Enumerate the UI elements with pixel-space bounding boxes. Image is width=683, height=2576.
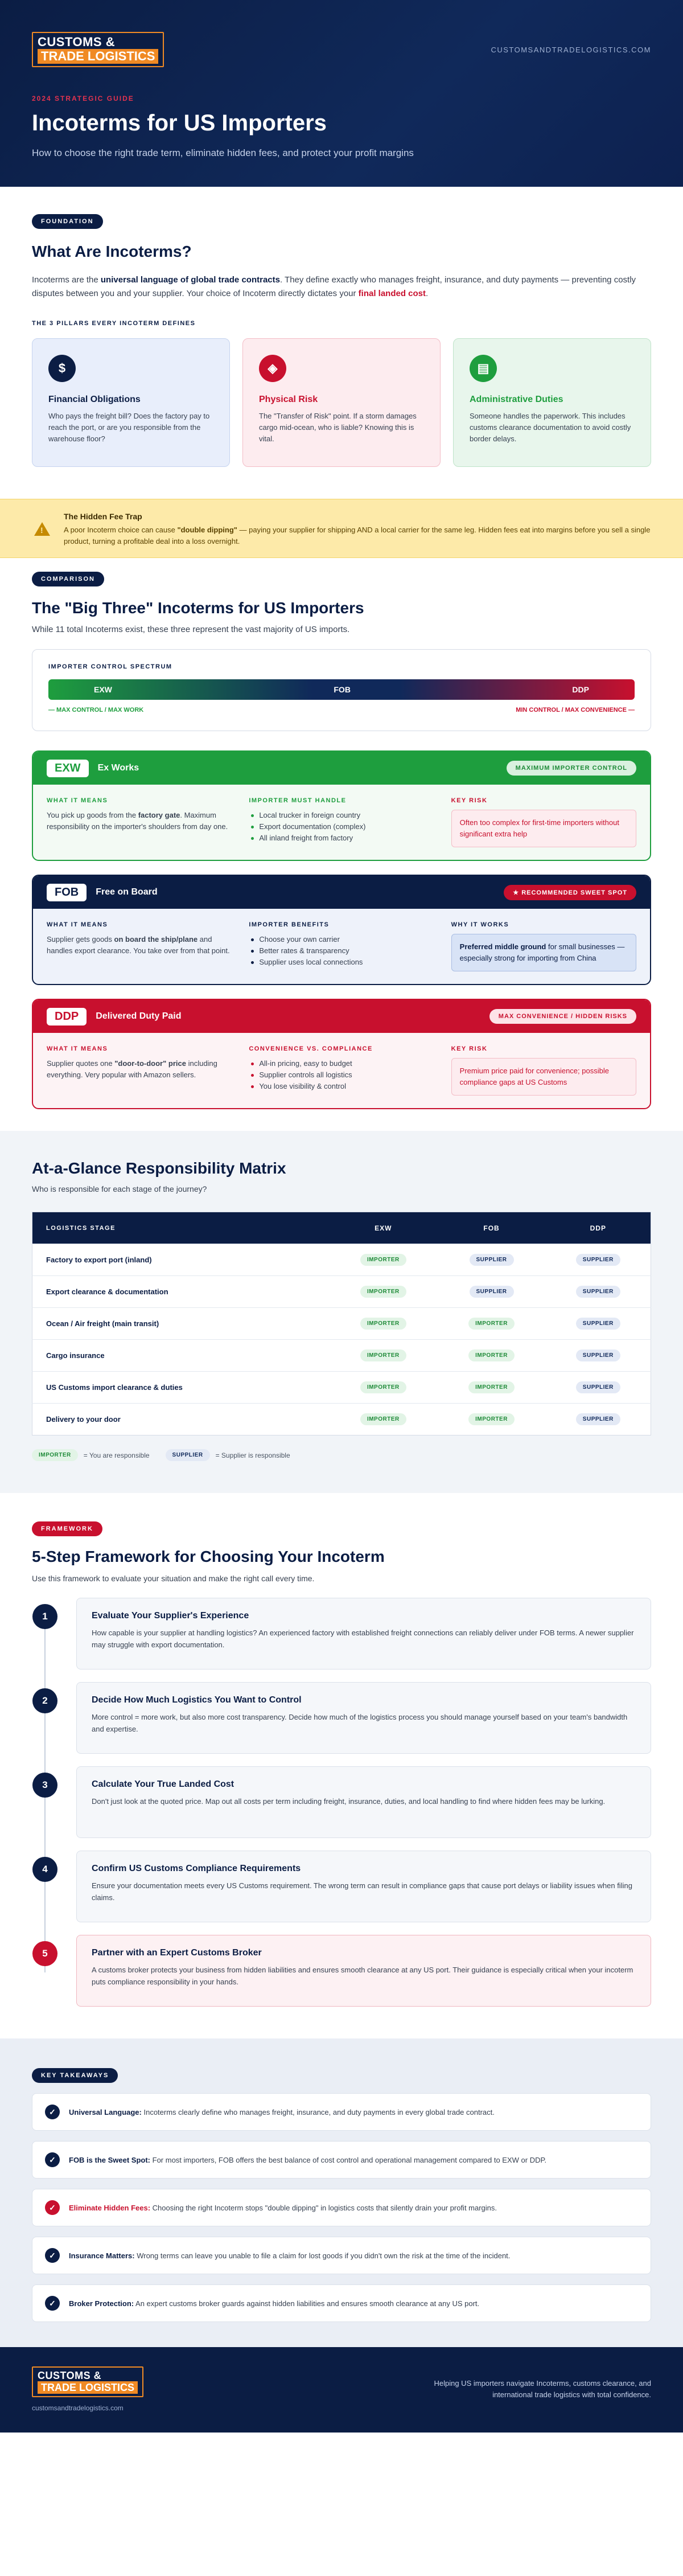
responsibility-cell — [437, 1244, 545, 1276]
responsibility-table — [32, 1212, 651, 1435]
term-list — [249, 1058, 434, 1092]
responsibility-cell — [329, 1340, 437, 1372]
step-text: More control = more work, but also more cost transparency. Decide how much of the logistics process you should manage yourself based on your team's bandwidth and expertise. — [92, 1713, 628, 1733]
term-pill: ★ RECOMMENDED SWEET SPOT — [504, 885, 636, 900]
responsibility-cell — [546, 1276, 651, 1308]
pillar-title: Financial Obligations — [48, 395, 141, 404]
document-icon: ▤ — [470, 355, 497, 382]
responsibility-tag: SUPPLIER — [576, 1381, 620, 1393]
col-text: Supplier quotes one "door-to-door" price including everything. Very popular with Amazon sellers. — [47, 1059, 217, 1079]
responsibility-tag: IMPORTER — [468, 1381, 515, 1393]
column-header: DDP — [546, 1212, 651, 1244]
term-header — [33, 1000, 650, 1033]
pillar-text: The "Transfer of Risk" point. If a storm damages cargo mid-ocean, who is liable? Knowing this is vital. — [259, 412, 417, 443]
term-name: Delivered Duty Paid — [96, 1011, 182, 1021]
responsibility-cell — [437, 1340, 545, 1372]
responsibility-cell — [329, 1372, 437, 1404]
spectrum-label: IMPORTER CONTROL SPECTRUM — [48, 663, 172, 670]
steps-list — [32, 1598, 651, 2007]
check-icon: ✓ — [45, 2296, 60, 2311]
step-number: 2 — [32, 1688, 57, 1713]
stage-cell: Export clearance & documentation — [32, 1276, 330, 1308]
col-title: WHAT IT MEANS — [47, 797, 108, 804]
legend-supplier-text: = Supplier is responsible — [215, 1451, 290, 1459]
why-box: Preferred middle ground for small businesses — especially strong for importing from China — [451, 934, 636, 971]
takeaway-item: ✓ Broker Protection: An expert customs broker guards against hidden liabilities and ensures smooth clearance at any US port. — [32, 2284, 651, 2322]
logo-line-2: TRADE LOGISTICS — [38, 2381, 138, 2394]
page-title: Incoterms for US Importers — [32, 110, 327, 136]
hidden-fee-callout — [0, 499, 683, 558]
column-header: EXW — [329, 1212, 437, 1244]
responsibility-tag: IMPORTER — [468, 1349, 515, 1361]
table-row — [32, 1340, 651, 1372]
term-card-ddp — [32, 999, 651, 1109]
col-title: CONVENIENCE VS. COMPLIANCE — [249, 1045, 373, 1052]
footer-logo[interactable] — [32, 2366, 143, 2397]
legend-importer-text: = You are responsible — [83, 1451, 150, 1459]
table-row — [32, 1404, 651, 1435]
responsibility-cell — [546, 1308, 651, 1340]
comparison-badge: COMPARISON — [32, 572, 104, 586]
foundation-section — [0, 187, 683, 558]
term-pill: MAXIMUM IMPORTER CONTROL — [507, 761, 636, 776]
step-number: 4 — [32, 1857, 57, 1882]
step-2 — [42, 1682, 651, 1754]
risk-box: Often too complex for first-time importers without significant extra help — [451, 810, 636, 847]
takeaway-item: ✓ FOB is the Sweet Spot: For most importers, FOB offers the best balance of cost control and operational management compared to EXW or DDP. — [32, 2141, 651, 2179]
responsibility-cell — [546, 1244, 651, 1276]
responsibility-tag: IMPORTER — [360, 1381, 406, 1393]
framework-badge: FRAMEWORK — [32, 1521, 102, 1536]
responsibility-cell — [437, 1308, 545, 1340]
col-title: KEY RISK — [451, 1045, 488, 1052]
step-text: Ensure your documentation meets every US Customs requirement. The wrong term can result in compliance gaps that cause port delays or liability issues when filing claims. — [92, 1881, 632, 1902]
takeaway-item: ✓ Insurance Matters: Wrong terms can leave you unable to file a claim for lost goods if you didn't own the risk at the time of the incident. — [32, 2237, 651, 2274]
step-1 — [42, 1598, 651, 1670]
foundation-lead: Incoterms are the universal language of global trade contracts. They define exactly who manages freight, insurance, and duty payments — preventing costly disputes between you and your supplier. Your choice of Incoterm directly dictates your final landed cost. — [32, 275, 636, 298]
responsibility-cell — [329, 1244, 437, 1276]
step-3 — [42, 1766, 651, 1838]
step-title: Confirm US Customs Compliance Requirements — [92, 1864, 301, 1873]
dollar-icon: $ — [48, 355, 76, 382]
col-title: WHAT IT MEANS — [47, 921, 108, 928]
logo-line-1: CUSTOMS & — [38, 35, 116, 49]
responsibility-tag: SUPPLIER — [576, 1286, 620, 1298]
matrix-title: At-a-Glance Responsibility Matrix — [32, 1159, 286, 1177]
list-item: Local trucker in foreign country — [249, 810, 434, 821]
callout-text: A poor Incoterm choice can cause "double dipping" — paying your supplier for shipping AND a local carrier for the same leg. Hidden fees eat into margins before you sell a single product, turning a profitable deal into a loss overnight. — [64, 526, 651, 545]
col-title: KEY RISK — [451, 797, 488, 804]
stage-cell: Factory to export port (inland) — [32, 1244, 330, 1276]
responsibility-cell — [546, 1404, 651, 1435]
spectrum-right: MIN CONTROL / MAX CONVENIENCE — — [516, 707, 635, 713]
step-number: 5 — [32, 1941, 57, 1966]
step-text: A customs broker protects your business from hidden liabilities and ensures smooth clearance at any US port. Their guidance is especially critical when your incoterm puts compliance responsibility in your hands. — [92, 1966, 633, 1986]
responsibility-cell — [329, 1404, 437, 1435]
framework-title: 5-Step Framework for Choosing Your Incoterm — [32, 1548, 385, 1565]
shield-icon: ◈ — [259, 355, 286, 382]
comparison-lead: While 11 total Incoterms exist, these three represent the vast majority of US imports. — [32, 625, 350, 634]
term-card-fob — [32, 875, 651, 985]
responsibility-tag: SUPPLIER — [576, 1254, 620, 1266]
list-item: Choose your own carrier — [249, 934, 434, 945]
responsibility-cell — [546, 1372, 651, 1404]
responsibility-cell — [437, 1372, 545, 1404]
col-title: WHAT IT MEANS — [47, 1045, 108, 1052]
term-code: DDP — [47, 1008, 87, 1026]
framework-section — [0, 1493, 683, 2038]
responsibility-cell — [329, 1276, 437, 1308]
takeaway-item: ✓ Universal Language: Incoterms clearly define who manages freight, insurance, and duty payments in every global trade contract. — [32, 2093, 651, 2131]
step-title: Decide How Much Logistics You Want to Control — [92, 1695, 302, 1705]
responsibility-cell — [546, 1340, 651, 1372]
responsibility-cell — [437, 1276, 545, 1308]
term-list — [249, 810, 434, 844]
term-pill: MAX CONVENIENCE / HIDDEN RISKS — [489, 1009, 636, 1024]
pillar-title: Physical Risk — [259, 395, 318, 404]
page-footer — [0, 2347, 683, 2433]
term-header — [33, 876, 650, 909]
check-icon: ✓ — [45, 2152, 60, 2167]
responsibility-tag: SUPPLIER — [470, 1254, 514, 1266]
responsibility-tag: IMPORTER — [468, 1413, 515, 1425]
term-list — [249, 934, 434, 968]
pillar-financial — [32, 338, 230, 467]
column-header: FOB — [437, 1212, 545, 1244]
table-row — [32, 1244, 651, 1276]
matrix-lead: Who is responsible for each stage of the journey? — [32, 1184, 207, 1193]
spectrum-fob: FOB — [334, 685, 351, 694]
step-4 — [42, 1851, 651, 1922]
list-item: You lose visibility & control — [249, 1081, 434, 1092]
term-header — [33, 752, 650, 785]
term-card-exw — [32, 750, 651, 861]
responsibility-tag: SUPPLIER — [470, 1286, 514, 1298]
step-title: Partner with an Expert Customs Broker — [92, 1948, 262, 1958]
responsibility-tag: IMPORTER — [360, 1349, 406, 1361]
responsibility-tag: SUPPLIER — [576, 1318, 620, 1330]
check-icon: ✓ — [45, 2200, 60, 2215]
legend-supplier-tag: SUPPLIER — [166, 1449, 210, 1461]
step-number: 3 — [32, 1773, 57, 1798]
pillar-text: Who pays the freight bill? Does the factory pay to reach the port, or are you responsible from the warehouse floor? — [48, 412, 210, 443]
col-title: IMPORTER MUST HANDLE — [249, 797, 347, 804]
page-subtitle: How to choose the right trade term, eliminate hidden fees, and protect your profit margins — [32, 147, 414, 158]
stage-cell: Delivery to your door — [32, 1404, 330, 1435]
column-header: LOGISTICS STAGE — [32, 1212, 330, 1244]
spectrum-left: — MAX CONTROL / MAX WORK — [48, 707, 144, 713]
responsibility-tag: IMPORTER — [360, 1413, 406, 1425]
stage-cell: Ocean / Air freight (main transit) — [32, 1308, 330, 1340]
spectrum-ddp: DDP — [572, 685, 589, 694]
takeaway-item: ✓ Eliminate Hidden Fees: Choosing the right Incoterm stops "double dipping" in logistics costs that silently drain your profit margins. — [32, 2189, 651, 2226]
step-title: Evaluate Your Supplier's Experience — [92, 1611, 249, 1621]
term-name: Ex Works — [97, 763, 139, 773]
table-row — [32, 1372, 651, 1404]
table-row — [32, 1308, 651, 1340]
footer-tagline: Helping US importers navigate Incoterms, customs clearance, and international trade logistics with total confidence. — [434, 2379, 651, 2399]
spectrum-bar — [48, 679, 635, 700]
hero-header — [0, 0, 683, 187]
responsibility-tag: IMPORTER — [360, 1318, 406, 1330]
comparison-title: The "Big Three" Incoterms for US Importers — [32, 599, 364, 617]
responsibility-tag: IMPORTER — [360, 1286, 406, 1298]
warning-icon — [34, 522, 50, 536]
pillar-risk — [242, 338, 441, 467]
term-code: FOB — [47, 884, 87, 901]
step-text: How capable is your supplier at handling logistics? An experienced factory with established freight connections can reliably deliver under FOB terms. A newer supplier may struggle with export documentation. — [92, 1629, 634, 1649]
risk-box: Premium price paid for convenience; possible compliance gaps at US Customs — [451, 1058, 636, 1096]
stage-cell: US Customs import clearance & duties — [32, 1372, 330, 1404]
responsibility-tag: IMPORTER — [468, 1318, 515, 1330]
list-item: All inland freight from factory — [249, 832, 434, 844]
eyebrow: 2024 STRATEGIC GUIDE — [32, 95, 134, 102]
logo-line-2: TRADE LOGISTICS — [38, 49, 158, 64]
responsibility-tag: SUPPLIER — [576, 1349, 620, 1361]
list-item: Supplier uses local connections — [249, 957, 434, 968]
list-item: All-in pricing, easy to budget — [249, 1058, 434, 1069]
footer-site-url[interactable]: customsandtradelogistics.com — [32, 2404, 124, 2412]
control-spectrum — [32, 649, 651, 731]
takeaways-badge: KEY TAKEAWAYS — [32, 2068, 118, 2083]
logo-line-1: CUSTOMS & — [38, 2370, 102, 2381]
step-text: Don't just look at the quoted price. Map out all costs per term including freight, insurance, duties, and local handling to find where hidden fees may be lurking. — [92, 1797, 606, 1806]
foundation-badge: FOUNDATION — [32, 214, 103, 229]
matrix-legend — [32, 1449, 651, 1461]
foundation-title: What Are Incoterms? — [32, 243, 192, 260]
takeaways-list — [32, 2093, 651, 2322]
matrix-section — [0, 1131, 683, 1493]
term-name: Free on Board — [96, 887, 158, 897]
col-text: You pick up goods from the factory gate. Maximum responsibility on the importer's shoulders from day one. — [47, 811, 228, 831]
pillar-admin — [453, 338, 651, 467]
step-number: 1 — [32, 1604, 57, 1629]
legend-importer-tag: IMPORTER — [32, 1449, 78, 1461]
col-text: Supplier gets goods on board the ship/plane and handles export clearance. You take over from that point. — [47, 935, 230, 955]
check-icon: ✓ — [45, 2248, 60, 2263]
framework-lead: Use this framework to evaluate your situation and make the right call every time. — [32, 1574, 315, 1583]
term-code: EXW — [47, 760, 89, 777]
pillars — [32, 338, 651, 467]
pillar-title: Administrative Duties — [470, 395, 563, 404]
responsibility-cell — [437, 1404, 545, 1435]
responsibility-cell — [329, 1308, 437, 1340]
callout-title: The Hidden Fee Trap — [64, 512, 142, 521]
pillars-label: THE 3 PILLARS EVERY INCOTERM DEFINES — [32, 320, 196, 327]
step-title: Calculate Your True Landed Cost — [92, 1779, 234, 1789]
spectrum-exw: EXW — [94, 685, 112, 694]
takeaways-section — [0, 2038, 683, 2347]
list-item: Supplier controls all logistics — [249, 1069, 434, 1081]
table-row — [32, 1276, 651, 1308]
brand-logo[interactable] — [32, 32, 164, 67]
step-5 — [42, 1935, 651, 2007]
responsibility-tag: IMPORTER — [360, 1254, 406, 1266]
comparison-section — [0, 558, 683, 1131]
check-icon: ✓ — [45, 2105, 60, 2119]
site-url[interactable]: CUSTOMSANDTRADELOGISTICS.COM — [491, 46, 651, 54]
pillar-text: Someone handles the paperwork. This includes customs clearance documentation to avoid costly border delays. — [470, 412, 631, 443]
responsibility-tag: SUPPLIER — [576, 1413, 620, 1425]
stage-cell: Cargo insurance — [32, 1340, 330, 1372]
col-title: WHY IT WORKS — [451, 921, 509, 928]
col-title: IMPORTER BENEFITS — [249, 921, 330, 928]
list-item: Better rates & transparency — [249, 945, 434, 957]
list-item: Export documentation (complex) — [249, 821, 434, 832]
